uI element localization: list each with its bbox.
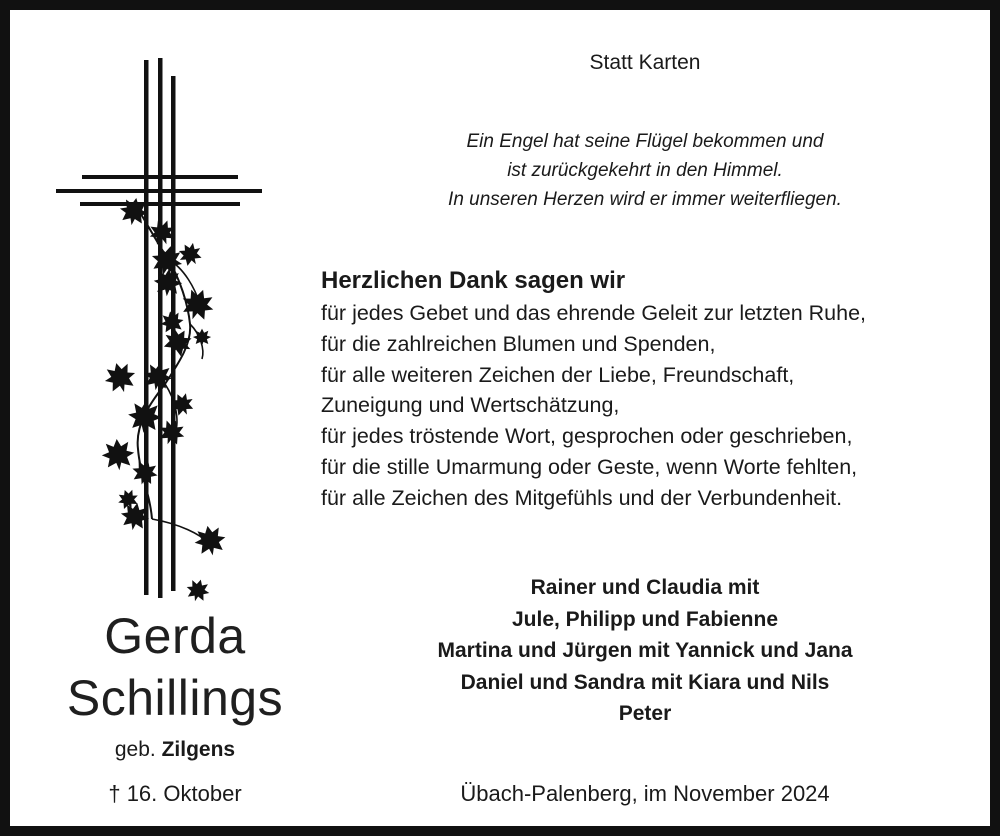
ivy-leaf-icon bbox=[192, 523, 228, 558]
cross-with-ivy-icon bbox=[50, 54, 270, 604]
deceased-last-name: Schillings bbox=[66, 670, 284, 726]
thanks-line: für die zahlreichen Blumen und Spenden, bbox=[321, 331, 716, 356]
ivy-leaf-icon bbox=[101, 359, 139, 396]
thanks-line: für jedes Gebet und das ehrende Geleit zur letzten Ruhe, bbox=[321, 301, 867, 325]
thanks-text bbox=[321, 298, 981, 514]
quote-line: Ein Engel hat seine Flügel bekommen und bbox=[466, 131, 824, 152]
thanks-line: Zuneigung und Wertschätzung, bbox=[321, 393, 620, 418]
ivy-leaf-icon bbox=[184, 577, 212, 604]
family-line: Martina und Jürgen mit Yannick und Jana bbox=[437, 639, 853, 662]
statt-karten-header: Statt Karten bbox=[589, 51, 701, 74]
family-line: Rainer und Claudia mit bbox=[530, 576, 760, 599]
ivy-leaf-icon bbox=[158, 323, 197, 361]
family-signatures bbox=[320, 572, 970, 730]
ivy-leaf-icon bbox=[174, 239, 206, 270]
deceased-first-name: Gerda bbox=[104, 608, 246, 664]
birth-prefix: geb. bbox=[114, 738, 156, 761]
thanks-line: für alle Zeichen des Mitgefühls und der Verbundenheit. bbox=[321, 485, 843, 510]
thanks-line: für jedes tröstende Wort, gesprochen oder geschrieben, bbox=[321, 424, 853, 449]
family-line: Daniel und Sandra mit Kiara und Nils bbox=[460, 670, 830, 694]
ivy-leaf-icon bbox=[153, 268, 184, 298]
thanks-line: für alle weiteren Zeichen der Liebe, Freundschaft, bbox=[321, 362, 795, 387]
ivy-leaf-icon bbox=[101, 438, 136, 472]
death-date: † 16. Oktober bbox=[108, 781, 242, 806]
birth-name bbox=[40, 737, 310, 763]
family-line: Peter bbox=[618, 702, 672, 725]
birth-surname: Zilgens bbox=[161, 738, 236, 761]
quote-line: In unseren Herzen wird er immer weiterfliegen. bbox=[448, 189, 842, 210]
family-line: Jule, Philipp und Fabienne bbox=[511, 607, 779, 631]
thanks-line: für die stille Umarmung oder Geste, wenn Worte fehlten, bbox=[321, 454, 858, 479]
ivy-leaf-icon bbox=[127, 399, 164, 434]
thanks-heading: Herzlichen Dank sagen wir bbox=[321, 267, 626, 294]
place-and-date: Übach-Palenberg, im November 2024 bbox=[460, 781, 830, 806]
quote-block bbox=[320, 127, 970, 214]
quote-line: ist zurückgekehrt in den Himmel. bbox=[507, 160, 783, 181]
